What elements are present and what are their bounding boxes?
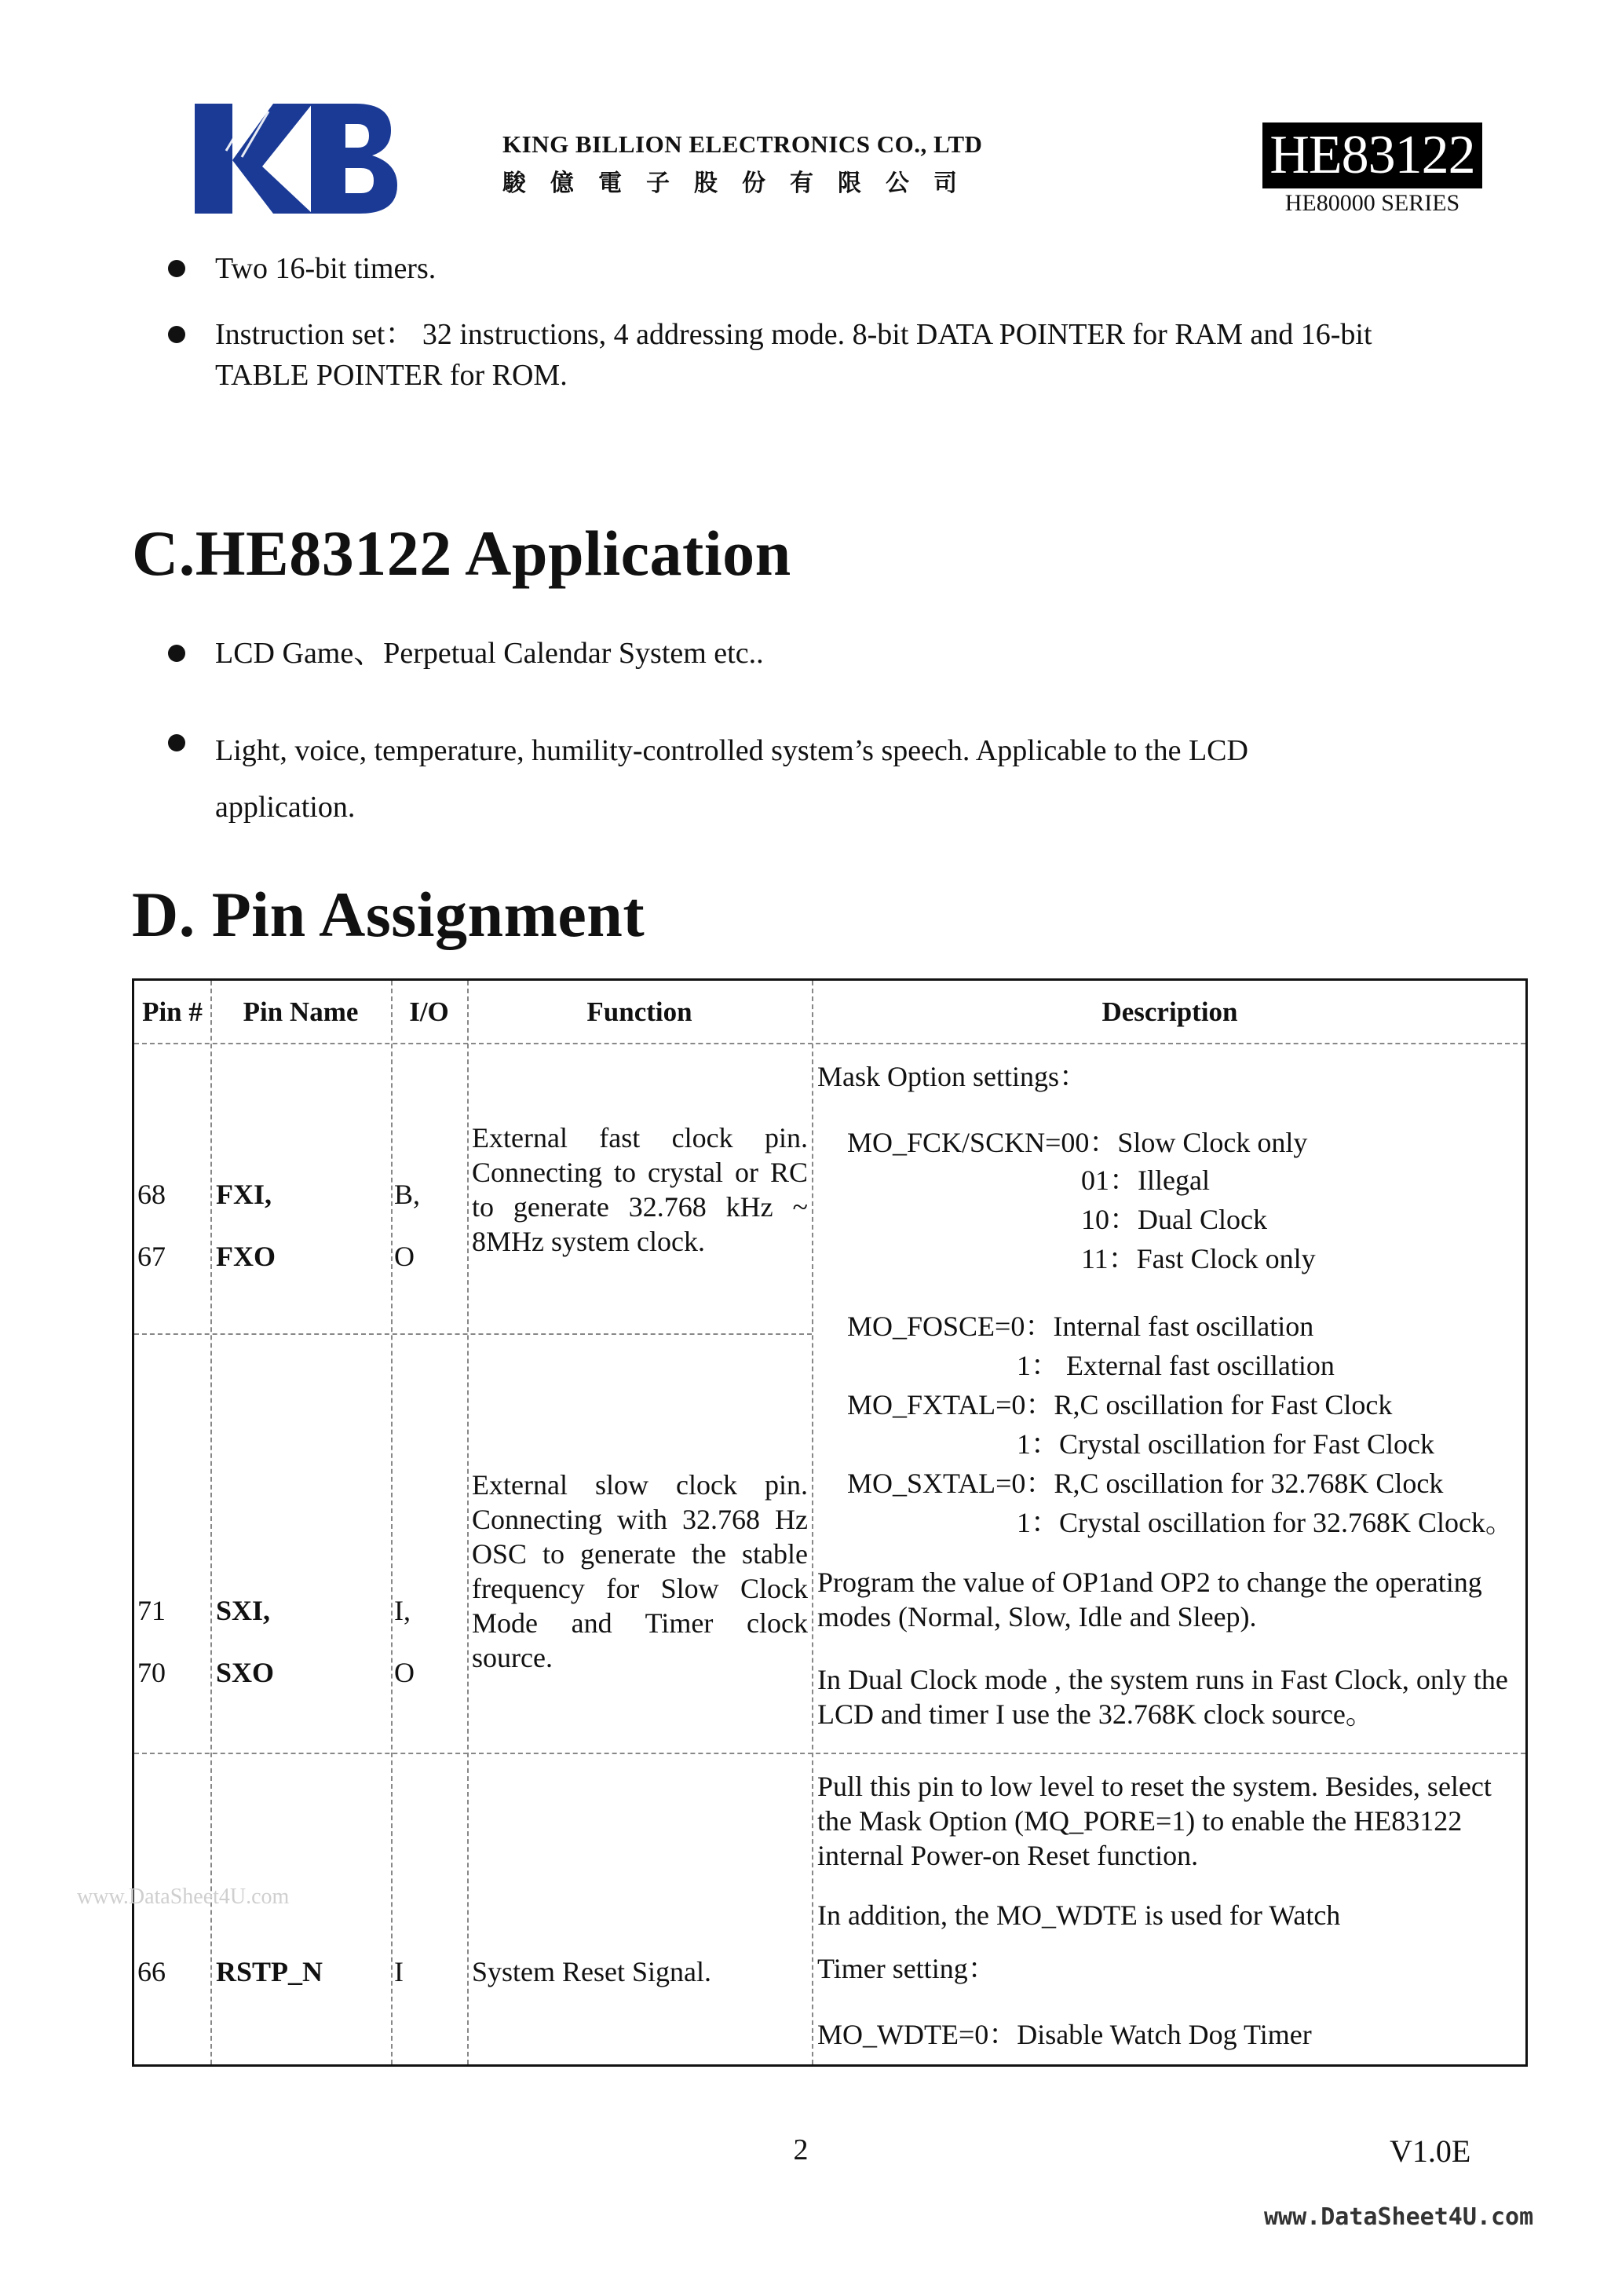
- header-pin-name: Pin Name: [243, 996, 359, 1027]
- section-d-title: D. Pin Assignment: [132, 879, 645, 950]
- mask-option-line: MO_SXTAL=0：R,C oscillation for 32.768K Clock: [847, 1468, 1444, 1499]
- mask-option-line: 1： External fast oscillation: [1017, 1350, 1335, 1381]
- wdte-description: In addition, the MO_WDTE is used for Watch: [817, 1899, 1341, 1931]
- company-name-en: KING BILLION ELECTRONICS CO., LTD: [502, 130, 983, 158]
- mask-option-line: 10：Dual Clock: [1081, 1204, 1267, 1235]
- dual-clock-note: In Dual Clock mode , the system runs in Fast Clock, only the LCD and timer I use the 32.768K clock source。: [817, 1664, 1508, 1730]
- company-name-zh: 駿億電子股份有限公司: [502, 170, 981, 197]
- pin-number: 71: [137, 1595, 166, 1626]
- mask-option-line: 1：Crystal oscillation for Fast Clock: [1017, 1428, 1434, 1460]
- operating-mode-note: Program the value of OP1and OP2 to change the operating modes (Normal, Slow, Idle and Sleep).: [817, 1567, 1482, 1632]
- application-bullet: Light, voice, temperature, humility-controlled system’s speech. Applicable to the LCD application.: [215, 722, 1393, 835]
- feature-bullet: Two 16-bit timers.: [215, 248, 1440, 289]
- pin-io: O: [394, 1657, 415, 1688]
- pin-function: System Reset Signal.: [472, 1956, 711, 1987]
- pin-io: I,: [394, 1595, 411, 1626]
- reset-description: Pull this pin to low level to reset the system. Besides, select the Mask Option (MQ_PORE=1) to enable the HE83122 internal Power-on Reset function.: [817, 1771, 1492, 1871]
- header-io: I/O: [409, 996, 449, 1027]
- header-description: Description: [1101, 996, 1238, 1027]
- pin-name: SXO: [216, 1657, 275, 1688]
- watermark: www.DataSheet4U.com: [77, 1885, 290, 1909]
- mask-option-title: Mask Option settings：: [817, 1061, 1088, 1092]
- section-c-title: C.HE83122 Application: [132, 517, 791, 589]
- header-function: Function: [586, 996, 692, 1027]
- document-version: V1.0E: [1390, 2133, 1471, 2169]
- pin-number: 66: [137, 1956, 166, 1987]
- pin-number: 68: [137, 1179, 166, 1210]
- kb-logo: [195, 104, 399, 214]
- pin-io: O: [394, 1241, 415, 1272]
- wdte-disable-line: MO_WDTE=0：Disable Watch Dog Timer: [817, 2019, 1312, 2050]
- mask-option-line: 1：Crystal oscillation for 32.768K Clock。: [1017, 1507, 1514, 1538]
- pin-function: External fast clock pin. Connecting to crystal or RC to generate 32.768 kHz ~ 8MHz system clock.: [472, 1122, 808, 1257]
- footer-url-link[interactable]: www.DataSheet4U.com: [1264, 2203, 1534, 2231]
- mask-option-line: MO_FXTAL=0：R,C oscillation for Fast Clock: [847, 1389, 1393, 1420]
- pin-name: FXO: [216, 1241, 276, 1272]
- mask-option-line: MO_FOSCE=0：Internal fast oscillation: [847, 1311, 1314, 1342]
- pin-assignment-table: [132, 978, 1528, 2067]
- pin-function: External slow clock pin. Connecting with 32.768 Hz OSC to generate the stable frequency for Slow Clock Mode and Timer clock source.: [472, 1469, 808, 1673]
- series-label: HE80000 SERIES: [1284, 190, 1460, 216]
- application-bullet: LCD Game、Perpetual Calendar System etc..: [215, 633, 1440, 674]
- mask-option-line: 01：Illegal: [1081, 1164, 1210, 1196]
- timer-setting-label: Timer setting：: [817, 1953, 996, 1984]
- model-number: HE83122: [1262, 122, 1482, 188]
- pin-number: 67: [137, 1241, 166, 1272]
- pin-name: RSTP_N: [216, 1956, 323, 1987]
- pin-io: I: [394, 1956, 404, 1987]
- mask-option-line: 11：Fast Clock only: [1081, 1243, 1316, 1274]
- pin-name: FXI,: [216, 1179, 272, 1210]
- page-number: 2: [793, 2133, 809, 2166]
- pin-io: B,: [394, 1179, 421, 1210]
- pin-number: 70: [137, 1657, 166, 1688]
- header-pin-number: Pin #: [142, 996, 203, 1027]
- mask-option-line: MO_FCK/SCKN=00：Slow Clock only: [847, 1127, 1308, 1158]
- pin-name: SXI,: [216, 1595, 271, 1626]
- feature-bullet: Instruction set： 32 instructions, 4 addressing mode. 8-bit DATA POINTER for RAM and 16-bit TABLE POINTER for ROM.: [215, 314, 1440, 396]
